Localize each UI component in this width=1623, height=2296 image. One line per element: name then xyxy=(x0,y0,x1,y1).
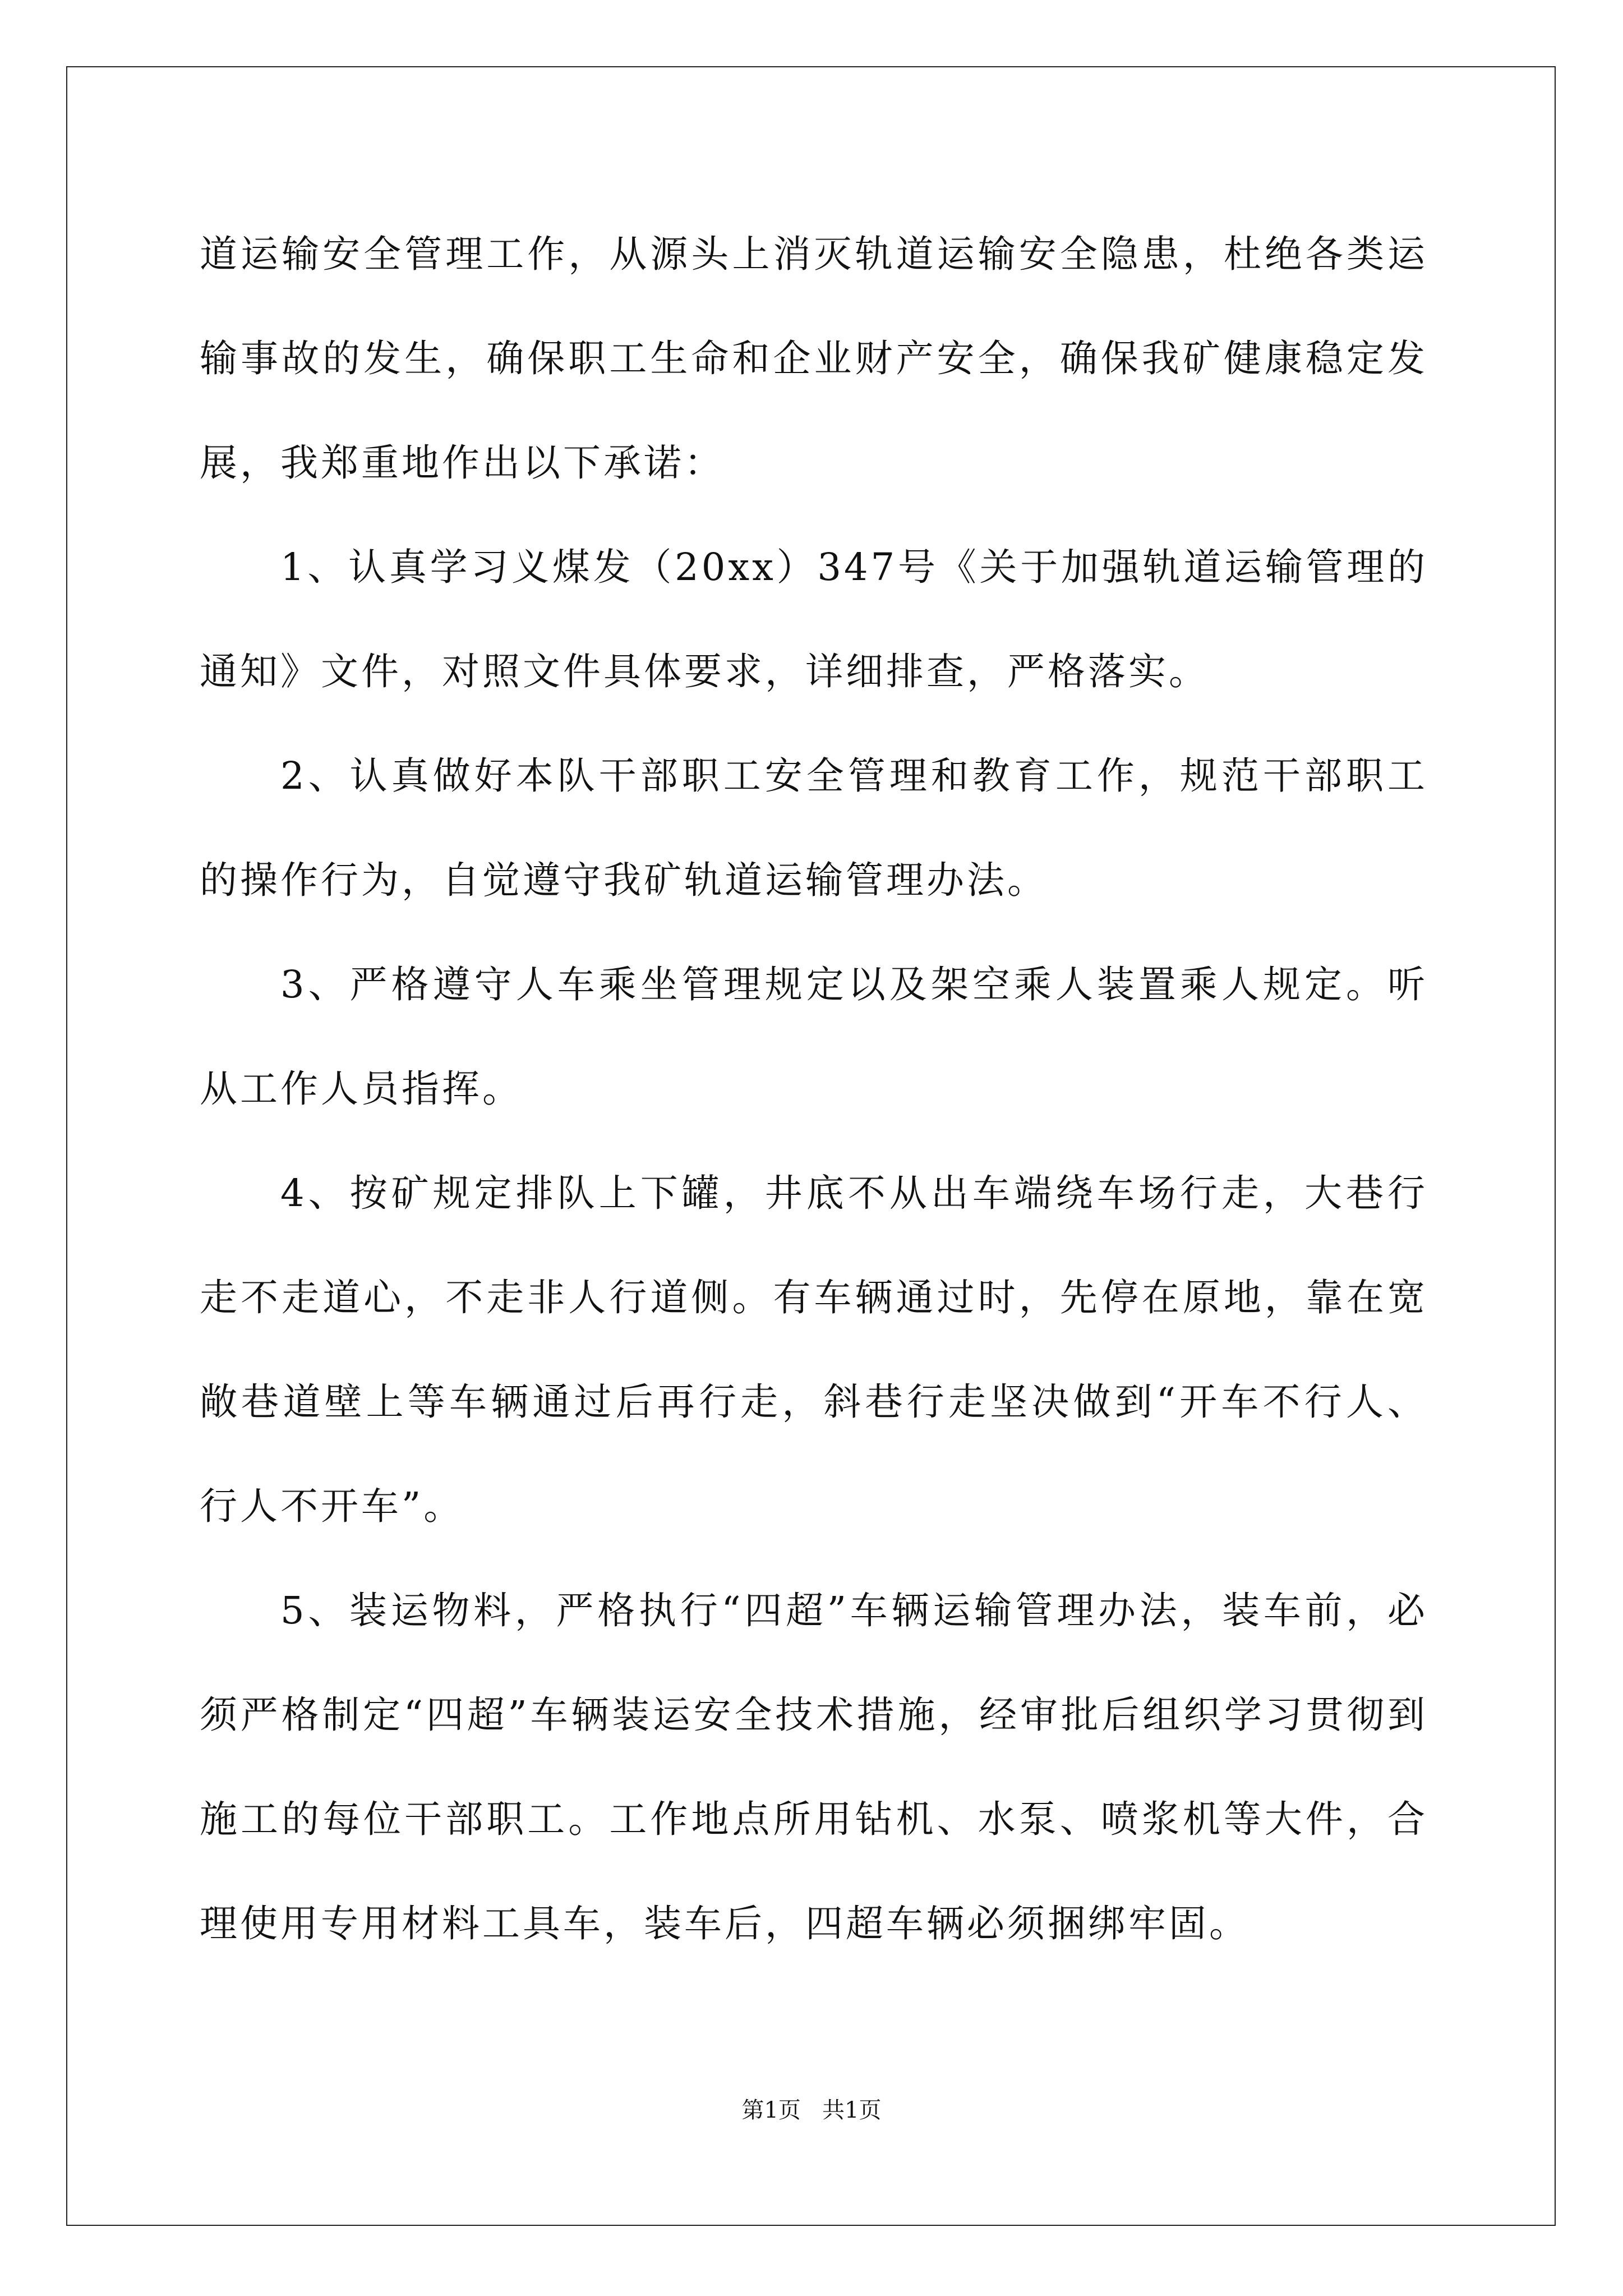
paragraph-item-1: 1、认真学习义煤发（20xx）347号《关于加强轨道运输管理的通知》文件，对照文件具体要求，详细排查，严格落实。 xyxy=(200,545,1428,693)
paragraph-item-5: 5、装运物料，严格执行“四超”车辆运输管理办法，装车前，必须严格制定“四超”车辆装运安全技术措施，经审批后组织学习贯彻到施工的每位干部职工。工作地点所用钻机、水泵、喷浆机等大件，合理使用专用材料工具车，装车后，四超车辆必须捆绑牢固。 xyxy=(200,1589,1428,1945)
paragraph-item-3: 3、严格遵守人车乘坐管理规定以及架空乘人装置乘人规定。听从工作人员指挥。 xyxy=(200,963,1428,1111)
page-footer: 第1页 共1页 xyxy=(741,2097,882,2123)
paragraph-intro: 道运输安全管理工作，从源头上消灭轨道运输安全隐患，杜绝各类运输事故的发生，确保职工生命和企业财产安全，确保我矿健康稳定发展，我郑重地作出以下承诺： xyxy=(200,232,1428,485)
paragraph-item-2: 2、认真做好本队干部职工安全管理和教育工作，规范干部职工的操作行为，自觉遵守我矿轨道运输管理办法。 xyxy=(200,754,1428,902)
paragraph-item-4: 4、按矿规定排队上下罐，井底不从出车端绕车场行走，大巷行走不走道心，不走非人行道侧。有车辆通过时，先停在原地，靠在宽敞巷道壁上等车辆通过后再行走，斜巷行走坚决做到“开车不行人、行人不开车”。 xyxy=(200,1171,1428,1528)
document-body xyxy=(200,202,1428,1976)
